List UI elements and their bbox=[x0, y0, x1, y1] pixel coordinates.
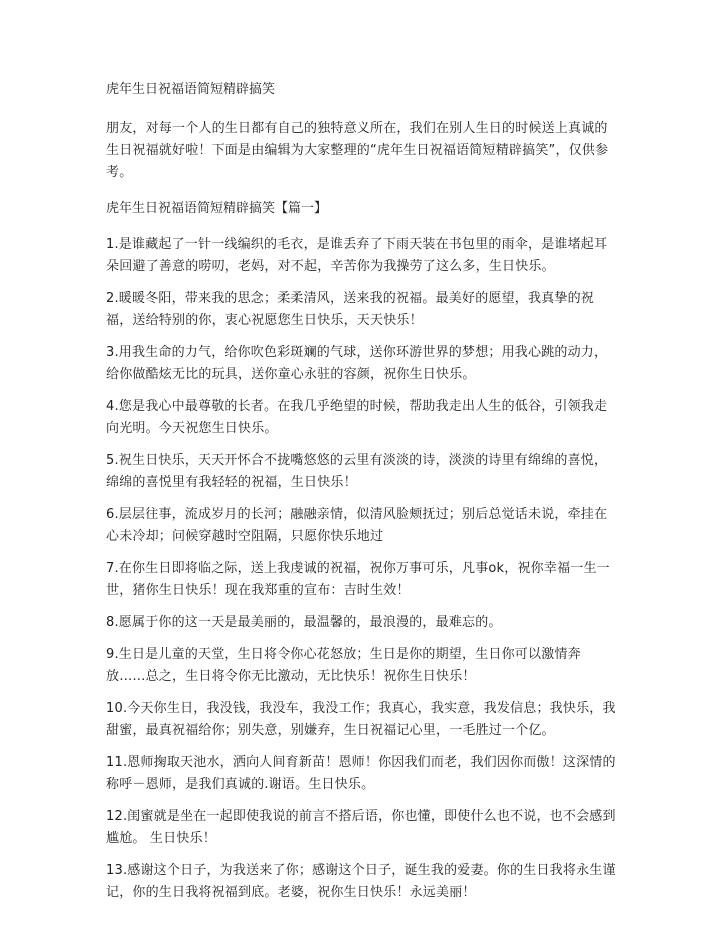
list-item: 1.是谁藏起了一针一线编织的毛衣，是谁丢弃了下雨天装在书包里的雨伞，是谁堵起耳朵回避了善意的唠叨，老妈，对不起，辛苦你为我操劳了这么多，生日快乐。 bbox=[106, 237, 608, 274]
list-item: 9.生日是儿童的天堂，生日将令你心花怒放；生日是你的期望，生日你可以激情奔放……总之，生日将令你无比激动，无比快乐！祝你生日快乐！ bbox=[106, 647, 581, 684]
list-item: 7.在你生日即将临之际，送上我虔诚的祝福，祝你万事可乐，凡事ok，祝你幸福一生一世，猪你生日快乐！现在我郑重的宣布：吉时生效！ bbox=[106, 561, 610, 598]
list-item: 12.闺蜜就是坐在一起即使我说的前言不搭后语，你也懂，即使什么也不说，也不会感到尴尬。 生日快乐！ bbox=[106, 809, 616, 846]
intro-paragraph: 朋友，对每一个人的生日都有自己的独特意义所在，我们在别人生日的时候送上真诚的生日祝福就好啦！下面是由编辑为大家整理的“虎年生日祝福语简短精辟搞笑”，仅供参考。 bbox=[106, 121, 609, 180]
list-item: 2.暖暖冬阳，带来我的思念；柔柔清风，送来我的祝福。最美好的愿望，我真挚的祝福，送给特别的你，衷心祝愿您生日快乐，天天快乐！ bbox=[106, 291, 595, 328]
list-item: 5.祝生日快乐，天天开怀合不拢嘴悠悠的云里有淡淡的诗，淡淡的诗里有绵绵的喜悦，绵绵的喜悦里有我轻轻的祝福，生日快乐！ bbox=[106, 453, 608, 490]
section-heading: 虎年生日祝福语简短精辟搞笑【篇一】 bbox=[106, 201, 328, 216]
list-item: 3.用我生命的力气，给你吹色彩斑斓的气球，送你环游世界的梦想；用我心跳的动力，给你做酷炫无比的玩具，送你童心永驻的容颜，祝你生日快乐。 bbox=[106, 345, 608, 382]
list-item: 10.今天你生日，我没钱，我没车，我没工作；我真心，我实意，我发信息；我快乐，我甜蜜，最真祝福给你；别失意，别嫌弃，生日祝福记心里，一毛胜过一个亿。 bbox=[106, 701, 616, 738]
list-item: 8.愿属于你的这一天是最美丽的，最温馨的，最浪漫的，最难忘的。 bbox=[106, 615, 502, 630]
list-item: 4.您是我心中最尊敬的长者。在我几乎绝望的时候，帮助我走出人生的低谷，引领我走向光明。今天祝您生日快乐。 bbox=[106, 399, 608, 436]
list-item: 11.恩师掬取天池水，洒向人间育新苗！恩师！你因我们而老，我们因你而傲！这深情的称呼－恩师，是我们真诚的.谢语。生日快乐。 bbox=[106, 755, 616, 792]
list-item: 13.感谢这个日子，为我送来了你；感谢这个日子，诞生我的爱妻。你的生日我将永生谨记，你的生日我将祝福到底。老婆，祝你生日快乐！永远美丽！ bbox=[106, 863, 616, 900]
list-item: 6.层层往事，流成岁月的长河；融融亲情，似清风脸颊抚过；别后总觉话未说，牵挂在心未冷却；问候穿越时空阻隔，只愿你快乐地过 bbox=[106, 507, 608, 544]
document-page bbox=[106, 80, 616, 914]
document-title: 虎年生日祝福语简短精辟搞笑 bbox=[106, 82, 276, 97]
